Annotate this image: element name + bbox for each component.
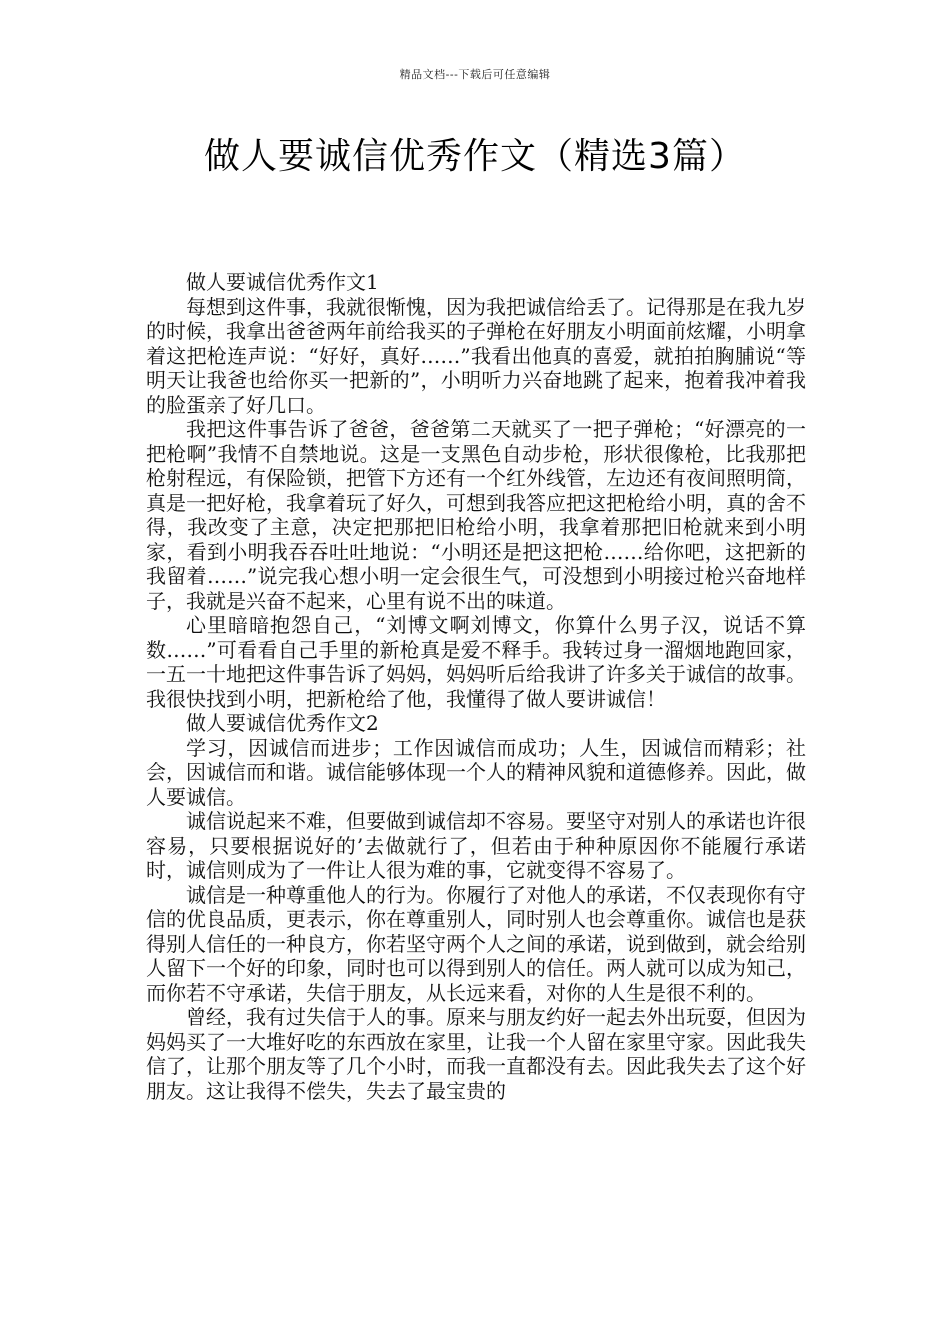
header-note: 精品文档---下载后可任意编辑 xyxy=(399,68,551,81)
paragraph: 学习，因诚信而进步；工作因诚信而成功；人生，因诚信而精彩；社会，因诚信而和谐。诚信能够体现一个人的精神风貌和道德修养。因此，做人要诚信。 xyxy=(146,735,806,809)
paragraph: 诚信是一种尊重他人的行为。你履行了对他人的承诺，不仅表现你有守信的优良品质，更表示，你在尊重别人，同时别人也会尊重你。诚信也是获得别人信任的一种良方，你若坚守两个人之间的承诺，说到做到，就会给别人留下一个好的印象，同时也可以得到别人的信任。两人就可以成为知己，而你若不守承诺，失信于朋友，从长远来看，对你的人生是很不利的。 xyxy=(146,882,806,1005)
section-heading: 做人要诚信优秀作文2 xyxy=(186,711,379,735)
section-heading: 做人要诚信优秀作文1 xyxy=(186,270,379,294)
paragraph: 曾经，我有过失信于人的事。原来与朋友约好一起去外出玩耍，但因为妈妈买了一大堆好吃的东西放在家里，让我一个人留在家里守家。因此我失信了，让那个朋友等了几个小时，而我一直都没有去。因此我失去了这个好朋友。这让我得不偿失，失去了最宝贵的 xyxy=(146,1005,806,1103)
document-body xyxy=(146,270,806,1103)
page-title: 做人要诚信优秀作文（精选3篇） xyxy=(204,136,746,177)
paragraph: 我把这件事告诉了爸爸，爸爸第二天就买了一把子弹枪；“好漂亮的一把枪啊”我情不自禁地说。这是一支黑色自动步枪，形状很像枪，比我那把枪射程远，有保险锁，把管下方还有一个红外线管，左边还有夜间照明筒，真是一把好枪，我拿着玩了好久，可想到我答应把这把枪给小明，真的舍不得，我改变了主意，决定把那把旧枪给小明，我拿着那把旧枪就来到小明家，看到小明我吞吞吐吐地说：“小明还是把这把枪……给你吧，这把新的我留着……”说完我心想小明一定会很生气，可没想到小明接过枪兴奋地样子，我就是兴奋不起来，心里有说不出的味道。 xyxy=(146,417,806,613)
paragraph: 每想到这件事，我就很惭愧，因为我把诚信给丢了。记得那是在我九岁的时候，我拿出爸爸两年前给我买的子弹枪在好朋友小明面前炫耀，小明拿着这把枪连声说：“好好，真好……”我看出他真的喜爱，就拍拍胸脯说“等明天让我爸也给你买一把新的”，小明听力兴奋地跳了起来，抱着我冲着我的脸蛋亲了好几口。 xyxy=(146,294,806,417)
paragraph: 诚信说起来不难，但要做到诚信却不容易。要坚守对别人的承诺也许很容易，只要根据说好的’去做就行了，但若由于种种原因你不能履行承诺时，诚信则成为了一件让人很为难的事，它就变得不容易了。 xyxy=(146,809,806,882)
paragraph: 心里暗暗抱怨自己，“刘博文啊刘博文，你算什么男子汉，说话不算数……”可看看自己手里的新枪真是爱不释手。我转过身一溜烟地跑回家，一五一十地把这件事告诉了妈妈，妈妈听后给我讲了许多关于诚信的故事。我很快找到小明，把新枪给了他，我懂得了做人要讲诚信！ xyxy=(146,613,806,711)
